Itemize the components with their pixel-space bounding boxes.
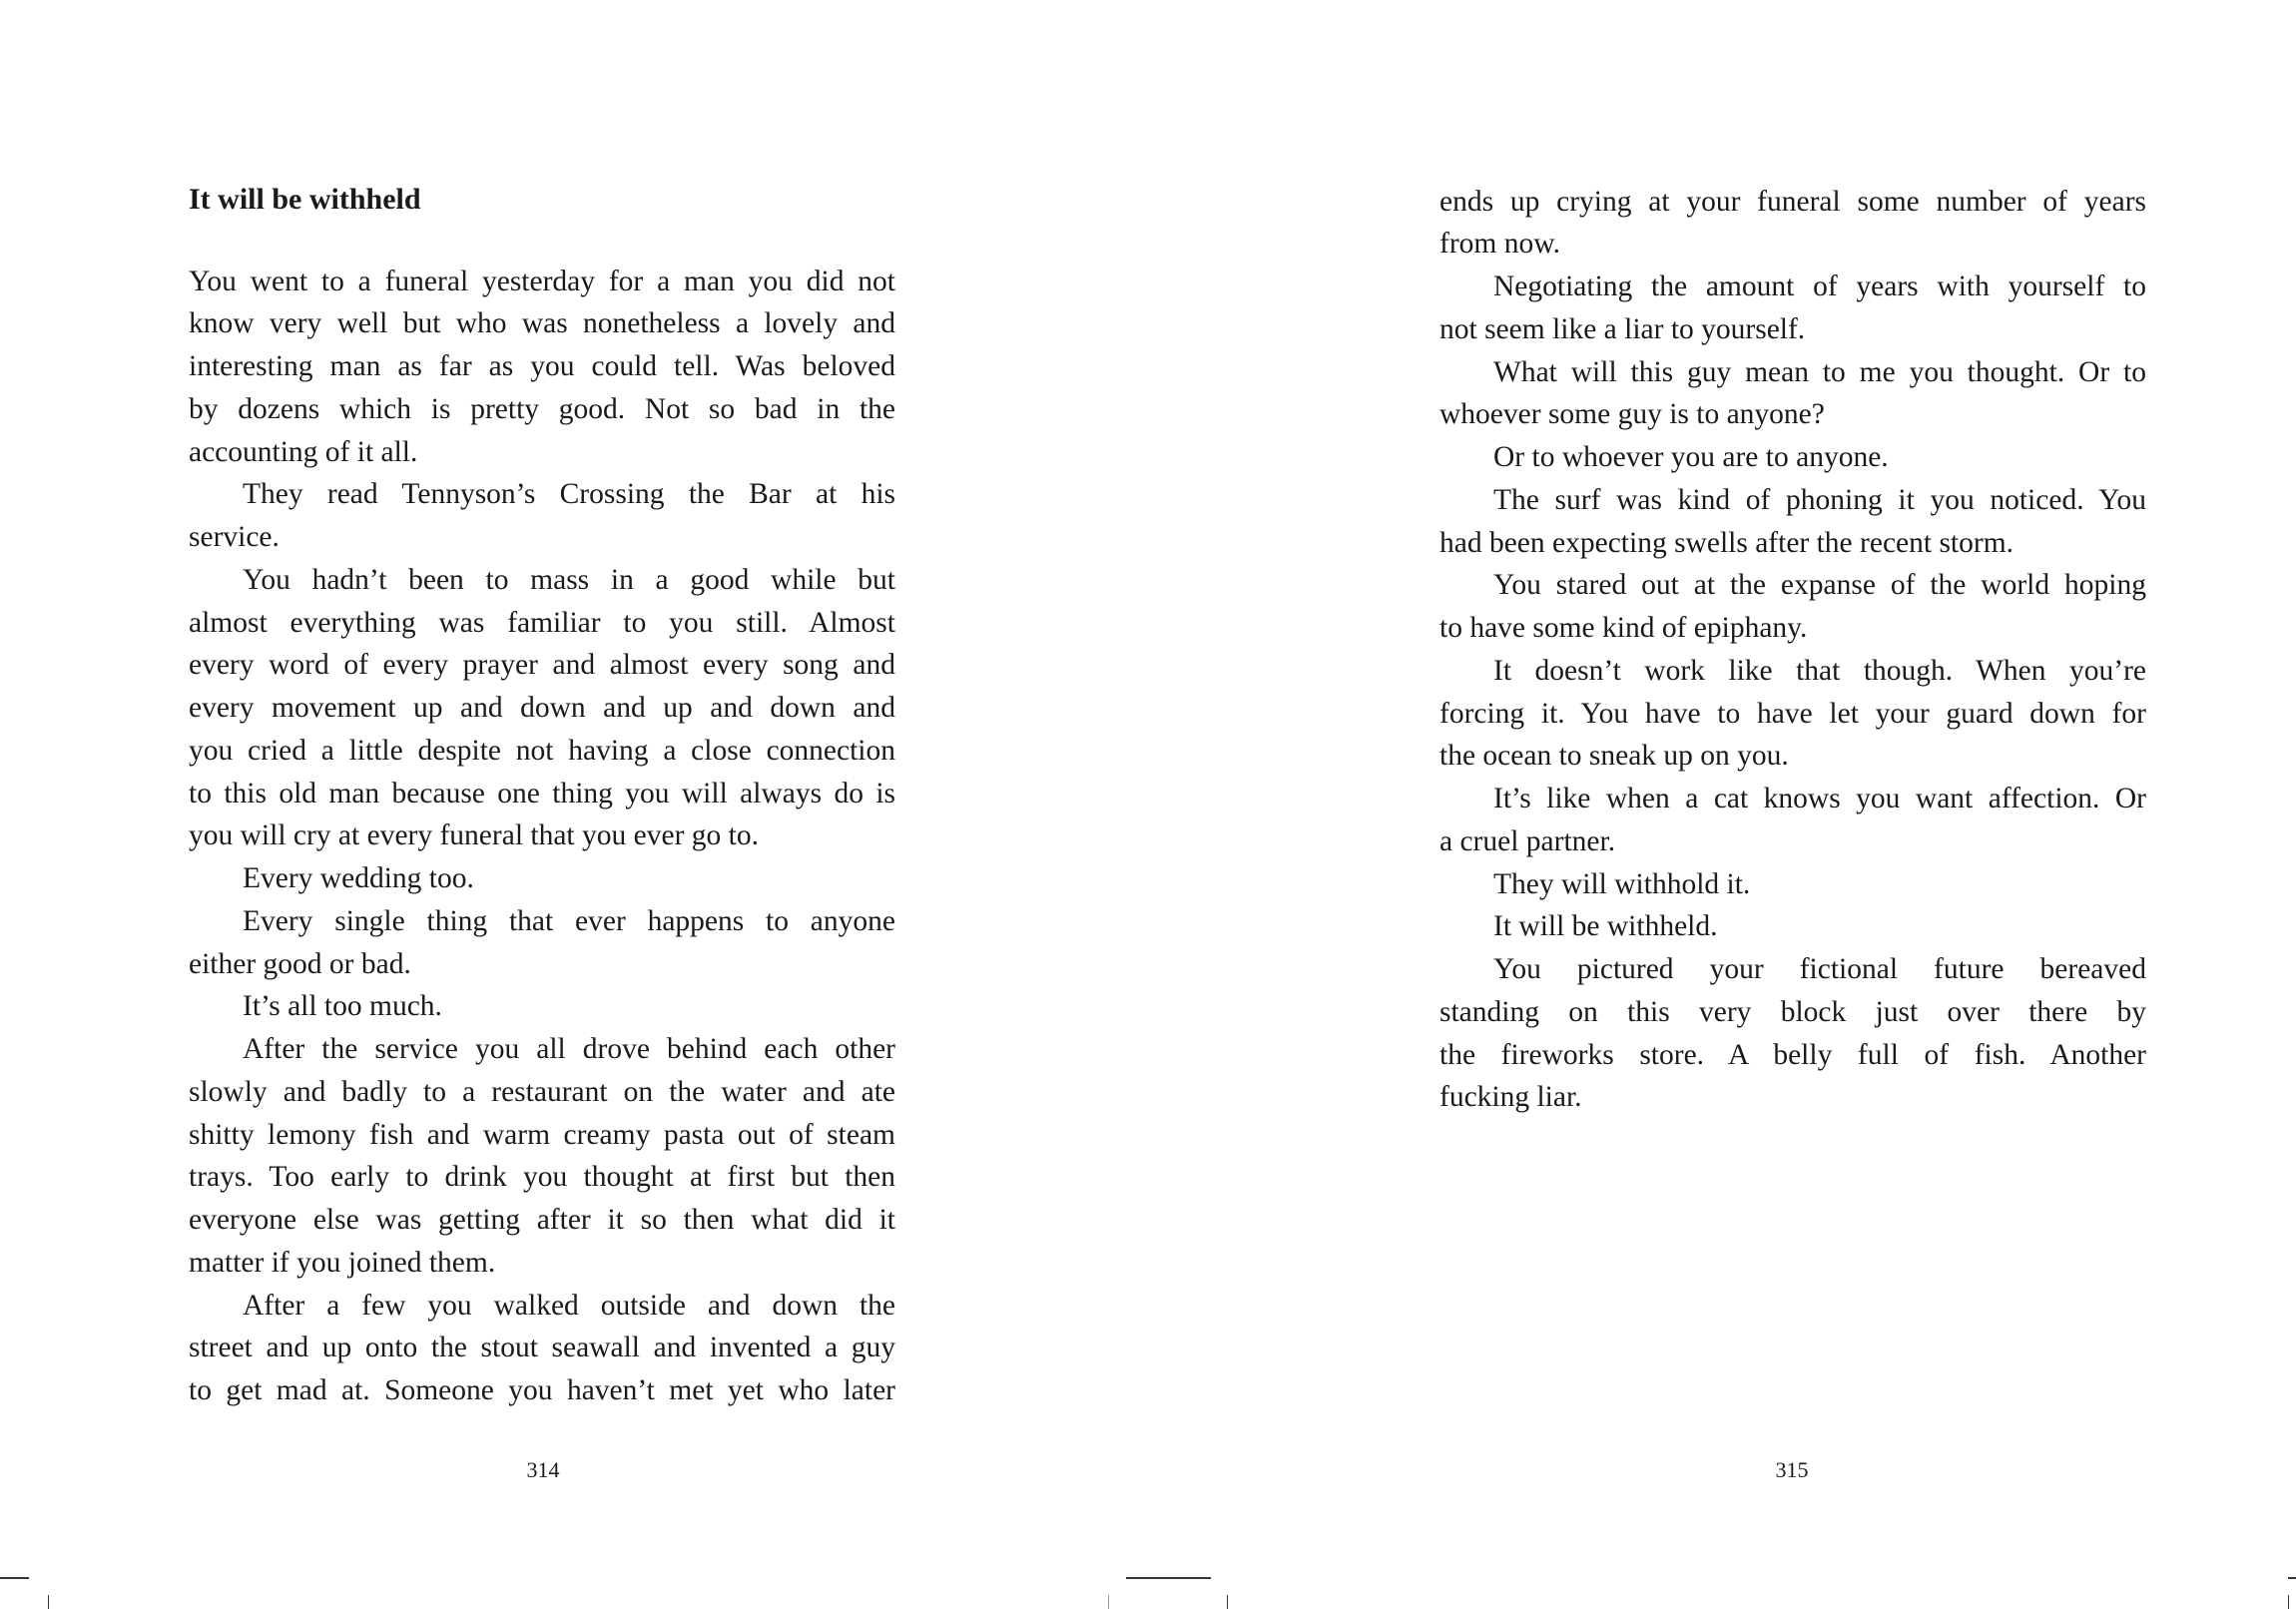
paragraph [189,473,895,559]
paragraph [1439,564,2146,650]
text-line: almost everything was familiar to you still. Almost [189,606,895,639]
paragraph [1439,905,2146,948]
paragraph [189,1285,895,1412]
text-line: by dozens which is pretty good. Not so bad in the [189,392,895,425]
text-line: whoever some guy is to anyone? [1439,398,1825,431]
text-line: standing on this very block just over there by [1439,995,2146,1028]
text-line: After a few you walked outside and down the [243,1289,895,1322]
text-line: Or to whoever you are to anyone. [1493,441,1889,474]
text-line: slowly and badly to a restaurant on the water and ate [189,1075,895,1108]
text-line: shitty lemony fish and warm creamy pasta out of steam [189,1118,895,1151]
text-line: either good or bad. [189,947,411,980]
right-page-body [1439,181,2146,1120]
text-line: service. [189,521,280,554]
text-line: It will be withheld. [1493,910,1718,943]
crop-mark [2288,1595,2289,1609]
text-line: Every single thing that ever happens to anyone [243,904,895,937]
text-line: had been expecting swells after the recent storm. [1439,526,2014,559]
crop-mark [1126,1577,1211,1579]
crop-mark [1227,1595,1228,1609]
crop-mark [0,1577,29,1579]
text-line: They read Tennyson’s Crossing the Bar at his [243,478,895,511]
text-line: It’s like when a cat knows you want affection. Or [1493,783,2146,815]
left-page-body [189,261,895,1412]
text-line: to this old man because one thing you will always do is [189,777,895,809]
paragraph [1439,863,2146,906]
paragraph [1439,650,2146,778]
paragraph [1439,351,2146,437]
paragraph [189,985,895,1028]
paragraph [1439,948,2146,1119]
text-line: You stared out at the expanse of the world hoping [1493,569,2146,602]
text-line: to have some kind of epiphany. [1439,612,1808,645]
text-line: You hadn’t been to mass in a good while but [243,563,895,596]
text-line: accounting of it all. [189,435,418,468]
text-line: It’s all too much. [243,990,442,1023]
text-line: After the service you all drove behind each other [243,1033,895,1066]
text-line: street and up onto the stout seawall and invented a guy [189,1332,895,1364]
text-line: trays. Too early to drink you thought at first but then [189,1161,895,1194]
text-line: the ocean to sneak up on you. [1439,740,1789,773]
paragraph [1439,436,2146,479]
text-line: Every wedding too. [243,862,474,895]
paragraph [189,900,895,986]
text-line: forcing it. You have to have let your guard down for [1439,697,2146,730]
chapter-heading: It will be withheld [189,183,421,216]
text-line: You pictured your fictional future bereaved [1493,953,2146,986]
text-line: matter if you joined them. [189,1246,496,1279]
paragraph [189,559,895,857]
paragraph [189,1028,895,1285]
text-line: a cruel partner. [1439,824,1616,857]
text-line: know very well but who was nonetheless a lovely and [189,307,895,340]
crop-mark [48,1595,49,1609]
text-line: every word of every prayer and almost every song and [189,649,895,682]
text-line: Negotiating the amount of years with yourself to [1493,270,2146,303]
paragraph [1439,181,2146,267]
crop-mark [2288,1577,2296,1579]
text-line: you will cry at every funeral that you ever go to. [189,819,759,852]
paragraph [189,857,895,900]
text-line: interesting man as far as you could tell. Was beloved [189,350,895,383]
page-number-right: 315 [1775,1457,1809,1482]
text-line: It doesn’t work like that though. When you’re [1493,654,2146,687]
text-line: ends up crying at your funeral some number of years [1439,185,2146,218]
text-line: every movement up and down and up and down and [189,692,895,725]
text-line: the fireworks store. A belly full of fish. Another [1439,1038,2146,1071]
text-line: from now. [1439,228,1560,261]
text-line: The surf was kind of phoning it you noticed. You [1493,483,2146,516]
text-line: to get mad at. Someone you haven’t met yet who later [189,1374,895,1407]
text-line: They will withhold it. [1493,867,1751,900]
text-line: You went to a funeral yesterday for a man you did not [189,265,895,297]
paragraph [1439,778,2146,863]
paragraph [189,261,895,474]
text-line: not seem like a liar to yourself. [1439,312,1806,345]
page-number-left: 314 [526,1457,560,1482]
paragraph [1439,479,2146,565]
crop-mark [1108,1595,1109,1609]
text-line: What will this guy mean to me you thought. Or to [1493,355,2146,388]
paragraph [1439,266,2146,351]
text-line: you cried a little despite not having a close connection [189,734,895,767]
text-line: fucking liar. [1439,1081,1582,1114]
text-line: everyone else was getting after it so then what did it [189,1204,895,1237]
